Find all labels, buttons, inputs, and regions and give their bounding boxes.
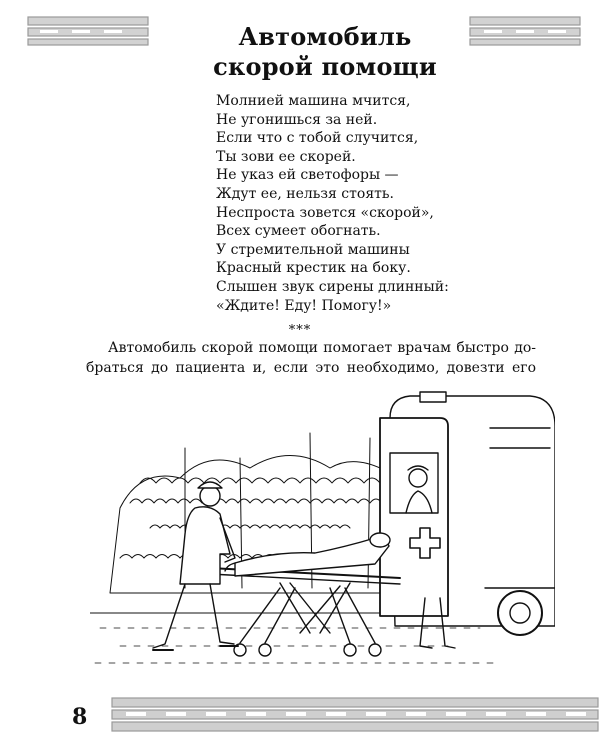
poem-line: Слышен звук сирены длинный: — [216, 278, 449, 295]
section-separator: *** — [288, 323, 312, 338]
poem — [216, 92, 449, 315]
poem-line: «Ждите! Еду! Помогу!» — [216, 297, 392, 314]
poem-line: Не указ ей светофоры — — [216, 167, 399, 184]
page-title — [180, 22, 470, 82]
poem-line: Неспроста зовется «скорой», — [216, 204, 434, 221]
poem-line: У стремительной машины — [216, 241, 410, 258]
poem-line: Ты зови ее скорей. — [216, 148, 356, 165]
poem-line: Ждут ее, нельзя стоять. — [216, 185, 394, 202]
poem-line: Не угонишься за ней. — [216, 111, 378, 128]
page-number: 8 — [72, 704, 88, 730]
ambulance-illustration — [90, 388, 555, 688]
paragraph-line: Автомобиль скорой помощи помогает врачам быстро до- — [108, 340, 536, 356]
poem-line: Если что с тобой случится, — [216, 130, 419, 147]
ambulance-icon — [380, 392, 555, 635]
bottom-road-decoration — [0, 690, 600, 738]
poem-line: Молнией машина мчится, — [216, 93, 411, 109]
paragraph-line: браться до пациента и, если это необходимо, довезти его — [86, 360, 536, 376]
poem-line: Всех сумеет обогнать. — [216, 223, 381, 240]
poem-line: Красный крестик на боку. — [216, 260, 411, 277]
title-line-2: скорой помощи — [213, 52, 437, 81]
body-paragraph — [86, 338, 536, 378]
title-line-1: Автомобиль — [238, 22, 412, 51]
